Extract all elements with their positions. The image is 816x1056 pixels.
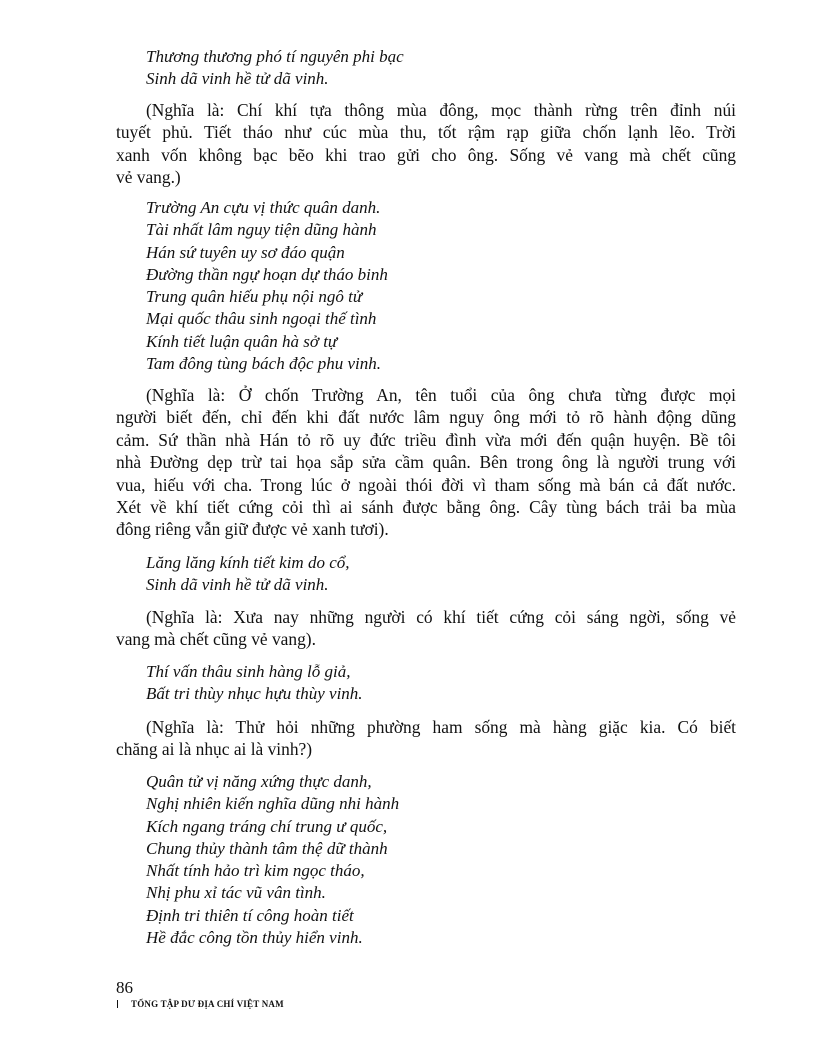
paragraph-line: (Nghĩa là: Xưa nay những người có khí tiết cứng cỏi sáng ngời, sống vẻ [146, 607, 736, 627]
verse-line: Bất tri thùy nhục hựu thùy vinh. [146, 684, 363, 704]
verse-line: Chung thủy thành tâm thệ dữ thành [146, 838, 388, 858]
paragraph-line: đông riêng vẫn giữ được vẻ xanh tươi). [116, 519, 389, 540]
paragraph-line: (Nghĩa là: Ở chốn Trường An, tên tuổi của ông chưa từng được mọi [146, 385, 736, 405]
verse-line: Lăng lăng kính tiết kim do cổ, [146, 553, 350, 572]
verse-line: Định tri thiên tí công hoàn tiết [146, 905, 354, 925]
verse-line: Thí vấn thâu sinh hàng lỗ giả, [146, 662, 351, 681]
page-number: 86 [116, 978, 133, 997]
paragraph-line: người biết đến, chỉ đến khi đất nước lâm nguy ông mới tỏ rõ hành động dũng [116, 407, 736, 428]
verse-line: Sinh dã vinh hề tử dã vinh. [146, 575, 329, 595]
verse-line: Trung quân hiếu phụ nội ngô tử [146, 287, 363, 307]
verse-line: Sinh dã vinh hề tử dã vinh. [146, 69, 329, 89]
paragraph-line: nhà Đường dẹp trừ tai họa sắp sửa cầm quân. Bên trong ông là người trung với [116, 452, 736, 473]
paragraph-line: (Nghĩa là: Chí khí tựa thông mùa đông, mọc thành rừng trên đỉnh núi [146, 100, 736, 120]
paragraph-line: (Nghĩa là: Thử hỏi những phường ham sống mà hàng giặc kia. Có biết [146, 717, 736, 737]
paragraph-line: vua, hiếu với cha. Trong lúc ở ngoài thói đời vì tham sống mà bán cả đất nước. [116, 474, 736, 495]
verse-line: Nhị phu xỉ tác vũ vân tình. [146, 883, 326, 903]
paragraph-line: vang mà chết cũng vẻ vang). [116, 629, 316, 650]
paragraph-line: vẻ vang.) [116, 167, 181, 188]
verse-block [146, 771, 766, 949]
verse-block [146, 46, 766, 91]
verse-block [146, 661, 766, 706]
verse-line: Nhất tính hảo trì kim ngọc tháo, [146, 861, 365, 881]
verse-line: Mại quốc thâu sinh ngoại thế tình [146, 309, 377, 329]
verse-line: Nghị nhiên kiến nghĩa dũng nhi hành [146, 794, 400, 814]
verse-block [146, 197, 766, 375]
translation-paragraph [116, 99, 736, 189]
verse-line: Kích ngang tráng chí trung ư quốc, [146, 816, 388, 836]
verse-line: Trường An cựu vị thức quân danh. [146, 198, 381, 217]
verse-line: Thương thương phó tí nguyên phi bạc [146, 47, 404, 66]
verse-line: Hán sứ tuyên uy sơ đáo quận [146, 242, 345, 262]
footer-rule [117, 1000, 118, 1008]
verse-line: Tài nhất lâm nguy tiện dũng hành [146, 220, 377, 240]
verse-block [146, 552, 766, 597]
verse-line: Hề đắc công tồn thủy hiển vinh. [146, 928, 363, 948]
paragraph-line: tuyết phủ. Tiết tháo như cúc mùa thu, tốt rậm rạp giữa chốn lạnh lẽo. Trời [116, 122, 736, 143]
verse-line: Kính tiết luận quân hà sở tự [146, 331, 338, 351]
paragraph-line: xanh vốn không bạc bẽo khi trao gửi cho ông. Sống vẻ vang mà chết cũng [116, 144, 736, 165]
running-title: TỔNG TẬP DƯ ĐỊA CHÍ VIỆT NAM [131, 999, 284, 1009]
translation-paragraph [116, 716, 736, 761]
translation-paragraph [116, 384, 736, 541]
paragraph-line: Xét về khí tiết cứng cỏi thì ai sánh được bằng ông. Cây tùng bách trải ba mùa [116, 497, 736, 518]
paragraph-line: chăng ai là nhục ai là vinh?) [116, 739, 313, 760]
verse-line: Quân tử vị năng xứng thực danh, [146, 772, 372, 791]
verse-line: Tam đông tùng bách độc phu vinh. [146, 354, 382, 374]
translation-paragraph [116, 606, 736, 651]
paragraph-line: cảm. Sứ thần nhà Hán tỏ rõ uy đức triều đình vừa mới đến quận huyện. Bề tôi [116, 429, 736, 450]
verse-line: Đường thần ngự hoạn dự tháo binh [146, 264, 388, 284]
